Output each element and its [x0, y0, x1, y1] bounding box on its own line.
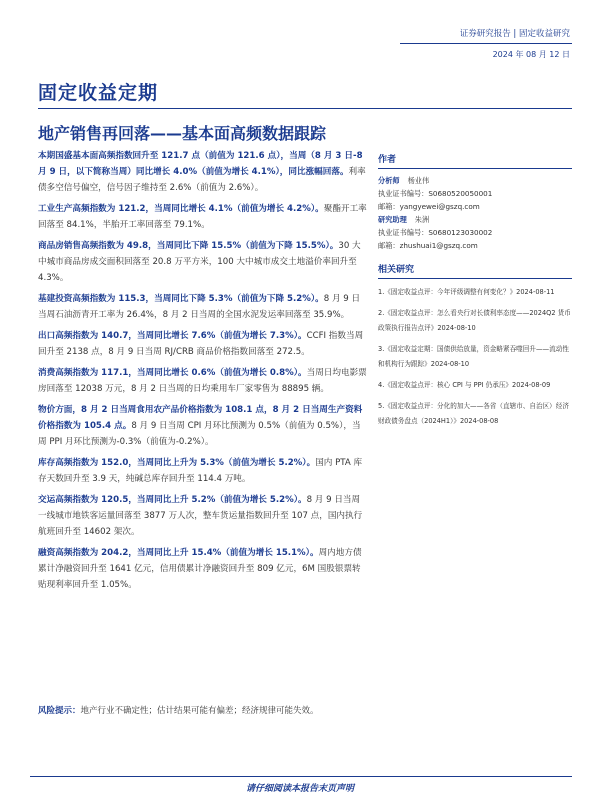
report-date: 2024 年 08 月 12 日 — [492, 50, 570, 59]
summary-paragraph: 交运高频指数为 120.5，当周同比上升 5.2%（前值为增长 5.2%）。8 月 9 日当周一线城市地铁客运量回落至 3877 万人次，整车货运量指数回升至 107 点，国内执行航班回升至 14602 架次。 — [38, 495, 363, 537]
document-type: 固定收益定期 — [38, 82, 159, 104]
author-email[interactable]: 邮箱：zhushuai1@gszq.com — [378, 241, 478, 250]
report-title: 地产销售再回落——基本面高频数据跟踪 — [38, 124, 327, 143]
summary-paragraph: 商品房销售高频指数为 49.8，当周同比下降 15.5%（前值为下降 15.5%）。30 大中城市商品房成交面积回落至 20.8 万平方米，100 大中城市成交土地溢价率回升至 4.3%。 — [38, 241, 361, 283]
title-divider — [38, 108, 572, 109]
related-item[interactable]: 4.《固定收益点评：核心 CPI 与 PPI 仍承压》2024-08-09 — [378, 381, 551, 389]
authors-heading: 作者 — [378, 150, 572, 169]
author-email[interactable]: 邮箱：yangyewei@gszq.com — [378, 202, 480, 211]
summary-paragraph: 本期国盛基本面高频指数回升至 121.7 点（前值为 121.6 点），当周（8 月 3 日-8 月 9 日，以下简称当周）同比增长 4.0%（前值为增长 4.1%），同比涨幅回落。利率债多空信号偏空，信号因子维持至 2.6%（前值为 2.6%）。 — [38, 151, 366, 193]
author-row: 执业证书编号：S0680123030002 — [378, 228, 493, 237]
footer-divider — [30, 776, 572, 777]
summary-paragraph: 基建投资高频指数为 115.3，当周同比下降 5.3%（前值为下降 5.2%）。8 月 9 日当周石油沥青开工率为 26.4%，8 月 2 日当周的全国水泥发运率回落至 35.9%。 — [38, 294, 361, 320]
related-item[interactable]: 5.《固定收益点评：分化的加大——各省（直辖市、自治区）经济财政债务盘点（2024H1）》2024-08-08 — [378, 402, 569, 425]
author-row: 执业证书编号：S0680520050001 — [378, 189, 493, 198]
footer-disclaimer: 请仔细阅读本报告末页声明 — [245, 784, 354, 794]
summary-paragraph: 融资高频指数为 204.2，当周同比上升 15.4%（前值为增长 15.1%）。周内地方债累计净融资回升至 1641 亿元，信用债累计净融资回升至 809 亿元，6M 国股银票转贴现利率回升至 1.05%。 — [38, 548, 362, 590]
related-item[interactable]: 3.《固定收益定期：国债供给放量，资金略紧吞噬回升——流动性和机构行为跟踪》2024-08-10 — [378, 345, 569, 368]
summary-paragraph: 消费高频指数为 117.1，当周同比增长 0.6%（前值为增长 0.8%）。当周日均电影票房回落至 12038 万元，8 月 2 日当周的日均乘用车厂家零售为 88895 辆。 — [38, 368, 367, 394]
related-item[interactable]: 1.《固定收益点评：今年评级调整有何变化？》2024-08-11 — [378, 288, 555, 296]
summary-paragraph: 物价方面，8 月 2 日当周食用农产品价格指数为 108.1 点，8 月 2 日当周生产资料价格指数为 105.4 点。8 月 9 日当周 CPI 月环比预测为 0.5%（前值为 0.5%），当周 PPI 月环比预测为-0.3%（前值为-0.2%）。 — [38, 405, 363, 447]
author-row: 研究助理 朱洲 — [378, 215, 430, 224]
summary-paragraph: 出口高频指数为 140.7，当周同比增长 7.6%（前值为增长 7.3%）。CCFI 指数当周回升至 2138 点，8 月 9 日当周 RJ/CRB 商品价格指数回落至 272.5。 — [38, 331, 364, 357]
author-row: 分析师 杨业伟 — [378, 176, 430, 185]
related-heading: 相关研究 — [378, 260, 572, 279]
related-item[interactable]: 2.《固定收益点评：怎么看央行对长债利率态度——2024Q2 货币政策执行报告点评》2024-08-10 — [378, 309, 571, 332]
summary-paragraph: 工业生产高频指数为 121.2，当周同比增长 4.1%（前值为增长 4.2%）。聚酯开工率回落至 84.1%，半胎开工率回落至 79.1%。 — [38, 204, 367, 230]
risk-warning: 风险提示：地产行业不确定性；估计结果可能有偏差；经济规律可能失效。 — [38, 706, 319, 716]
header-divider — [400, 43, 572, 44]
summary-paragraph: 库存高频指数为 152.0，当周同比上升为 5.3%（前值为增长 5.2%）。国内 PTA 库存天数回升至 3.9 天，纯碱总库存回升至 114.4 万吨。 — [38, 458, 363, 484]
related-list — [378, 285, 572, 429]
sidebar — [378, 150, 572, 429]
report-category: 证券研究报告 | 固定收益研究 — [459, 29, 570, 39]
authors-block — [378, 174, 572, 252]
summary-section — [38, 148, 368, 598]
